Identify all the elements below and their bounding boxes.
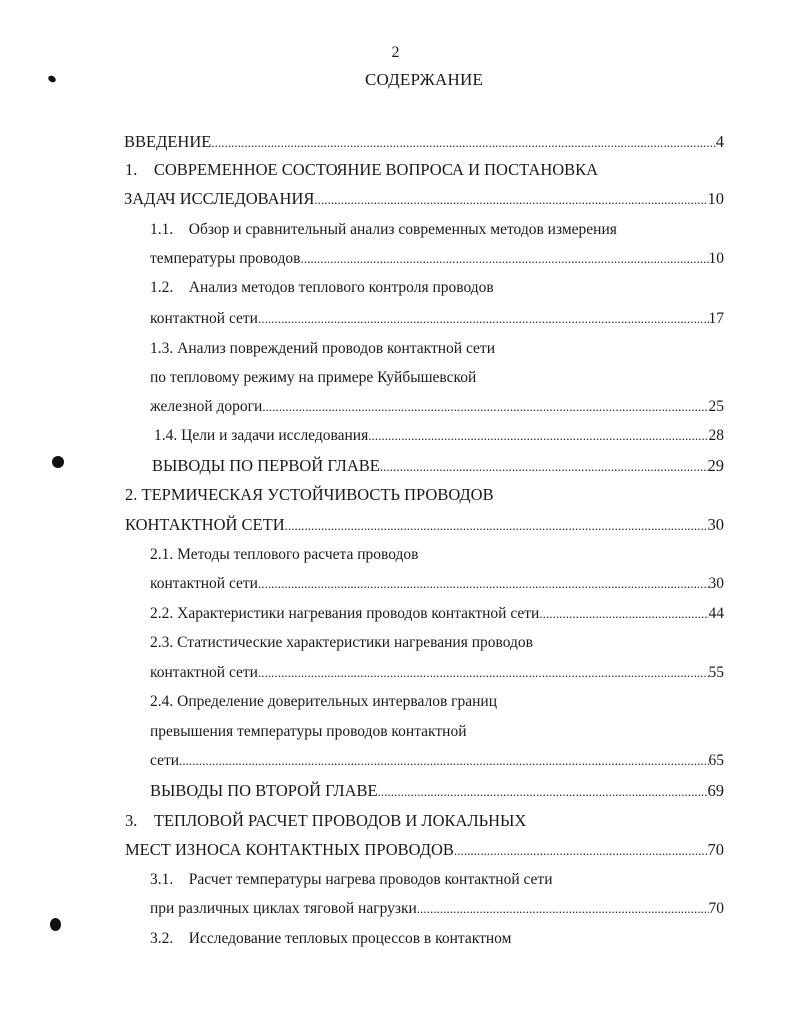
toc-entry[interactable]: МЕСТ ИЗНОСА КОНТАКТНЫХ ПРОВОДОВ . . . 70 [125,838,724,862]
scan-speck [52,456,64,468]
toc-entry[interactable]: ВВЕДЕНИЕ . . . 4 [124,130,724,154]
scan-speck [50,918,61,931]
toc-entry: 1.3. Анализ повреждений проводов контактной сети [150,340,495,357]
toc-entry[interactable]: контактной сети . . . 17 [150,307,724,331]
toc-entry[interactable]: 2.2. Характеристики нагревания проводов контактной сети . . . 44 [150,602,724,626]
toc-entry[interactable]: ВЫВОДЫ ПО ПЕРВОЙ ГЛАВЕ . . . 29 [152,454,724,478]
page-number: 2 [391,44,400,61]
toc-entry: 2.4. Определение доверительных интервалов границ [150,693,498,710]
toc-entry[interactable]: сети . . . 65 [150,749,724,773]
toc-entry: превышения температуры проводов контактной [150,723,467,740]
toc-entry[interactable]: контактной сети . . . 55 [150,661,724,685]
toc-entry[interactable]: контактной сети . . . 30 [150,572,724,596]
toc-entry: 3.2. Исследование тепловых процессов в контактном [150,930,512,947]
toc-entry: 1.2. Анализ методов теплового контроля проводов [150,279,494,296]
toc-entry: 2.3. Статистические характеристики нагревания проводов [150,634,533,651]
toc-entry[interactable]: температуры проводов . . . 10 [150,247,724,271]
toc-entry[interactable]: при различных циклах тяговой нагрузки . . . 70 [150,897,724,921]
toc-entry: 1. СОВРЕМЕННОЕ СОСТОЯНИЕ ВОПРОСА И ПОСТАНОВКА [125,160,599,179]
toc-entry: 2.1. Методы теплового расчета проводов [150,546,419,563]
toc-entry[interactable]: ВЫВОДЫ ПО ВТОРОЙ ГЛАВЕ . . . 69 [150,779,724,803]
toc-entry: по тепловому режиму на примере Куйбышевской [150,369,477,386]
page-title: СОДЕРЖАНИЕ [364,70,484,89]
toc-entry: 3. ТЕПЛОВОЙ РАСЧЕТ ПРОВОДОВ И ЛОКАЛЬНЫХ [125,811,527,830]
toc-entry: 3.1. Расчет температуры нагрева проводов контактной сети [150,871,553,888]
toc-entry: 1.1. Обзор и сравнительный анализ современных методов измерения [150,221,617,238]
toc-entry[interactable]: КОНТАКТНОЙ СЕТИ . . . 30 [125,513,724,537]
toc-entry[interactable]: ЗАДАЧ ИССЛЕДОВАНИЯ . . . 10 [124,187,724,211]
toc-entry[interactable]: 1.4. Цели и задачи исследования . . . 28 [154,424,724,448]
toc-entry: 2. ТЕРМИЧЕСКАЯ УСТОЙЧИВОСТЬ ПРОВОДОВ [125,485,494,504]
toc-entry[interactable]: железной дороги . . . 25 [150,395,724,419]
